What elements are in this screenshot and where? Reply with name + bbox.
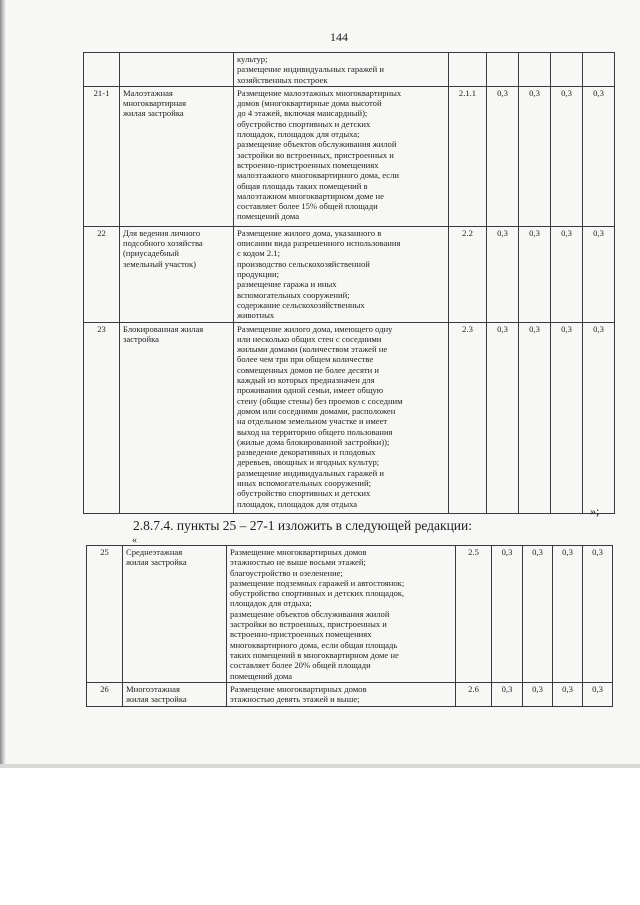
coefficient-value: 0,3 (583, 683, 613, 707)
coefficient-value: 0,3 (583, 226, 615, 322)
land-use-description: Размещение многоквартирных домов этажностью не выше восьми этажей; благоустройство и озеленение; размещение подземных гаражей и автостоянок; обустройство спортивных и детских площадок, площадок для отдыха; размещение объектов обслуживания жилой застройки во встроенных, пристроенных и встроенно-пристроенных помещениях многоквартирного дома, если общая площадь таких помещений в многоквартирном доме не составляет более 20% общей площади помещений дома (227, 546, 456, 683)
closing-quote: »; (590, 504, 600, 518)
opening-quote: « (132, 535, 137, 546)
coefficient-value: 0,3 (553, 546, 583, 683)
land-use-description: Размещение жилого дома, указанного в описании вида разрешенного использования с кодом 2.1; производство сельскохозяйственной продукции; размещение гаража и иных вспомогательных сооружений; содержание сельскохозяйственных животных (234, 226, 449, 322)
row-number: 26 (87, 683, 123, 707)
page-number: 144 (330, 30, 348, 44)
table-row (84, 226, 615, 322)
coefficient-value: 0,3 (523, 546, 553, 683)
land-use-name (120, 53, 234, 87)
table-row (87, 683, 613, 707)
land-use-description: Размещение малоэтажных многоквартирных домов (многоквартирные дома высотой до 4 этажей, включая мансардный); обустройство спортивных и детских площадок, площадок для отдыха; размещение объектов обслуживания жилой застройки во встроенных, пристроенных и встроенно-пристроенных помещениях малоэтажного многоквартирного дома, если общая площадь таких помещений в малоэтажном многоквартирном доме не составляет более 15% общей площади помещений дома (234, 86, 449, 226)
land-use-description: Размещение жилого дома, имеющего одну или несколько общих стен с соседними жилыми домами (количеством этажей не более чем три при общем количестве совмещенных домов не более десяти и каждый из которых предназначен для проживания одной семьи, имеет общую стену (общие стены) без проемов с соседним домом или соседними домами, расположен на отдельном земельном участке и имеет выход на территорию общего пользования (жилые дома блокированной застройки)); разведение декоративных и плодовых деревьев, овощных и ягодных культур; размещение индивидуальных гаражей и иных вспомогательных сооружений; обустройство спортивных и детских площадок, площадок для отдыха (234, 322, 449, 513)
land-use-table-continued (83, 52, 615, 514)
classifier-code: 2.5 (456, 546, 492, 683)
row-number: 22 (84, 226, 120, 322)
table-row (84, 86, 615, 226)
coefficient-value: 0,3 (492, 546, 523, 683)
coefficient-value (551, 53, 583, 87)
row-number: 21-1 (84, 86, 120, 226)
coefficient-value (487, 53, 519, 87)
coefficient-value: 0,3 (487, 86, 519, 226)
row-number (84, 53, 120, 87)
coefficient-value: 0,3 (551, 86, 583, 226)
coefficient-value: 0,3 (551, 226, 583, 322)
coefficient-value: 0,3 (487, 322, 519, 513)
coefficient-value: 0,3 (553, 683, 583, 707)
coefficient-value: 0,3 (523, 683, 553, 707)
classifier-code: 2.6 (456, 683, 492, 707)
classifier-code: 2.1.1 (449, 86, 487, 226)
row-number: 23 (84, 322, 120, 513)
coefficient-value: 0,3 (519, 86, 551, 226)
coefficient-value: 0,3 (583, 546, 613, 683)
table-row (84, 53, 615, 87)
classifier-code: 2.3 (449, 322, 487, 513)
scan-bottom-edge (0, 764, 640, 768)
coefficient-value: 0,3 (551, 322, 583, 513)
land-use-table-new-edition (86, 545, 613, 707)
coefficient-value: 0,3 (519, 322, 551, 513)
classifier-code: 2.2 (449, 226, 487, 322)
section-heading: 2.8.7.4. пункты 25 – 27-1 изложить в следующей редакции: (133, 518, 473, 533)
coefficient-value (519, 53, 551, 87)
scan-shadow-edge (0, 0, 6, 768)
coefficient-value: 0,3 (519, 226, 551, 322)
land-use-name: Среднеэтажная жилая застройка (123, 546, 227, 683)
coefficient-value: 0,3 (583, 322, 615, 513)
table-row (84, 322, 615, 513)
land-use-name: Блокированная жилая застройка (120, 322, 234, 513)
land-use-name: Многоэтажная жилая застройка (123, 683, 227, 707)
land-use-name: Малоэтажная многоквартирная жилая застройка (120, 86, 234, 226)
row-number: 25 (87, 546, 123, 683)
coefficient-value (583, 53, 615, 87)
coefficient-value: 0,3 (492, 683, 523, 707)
land-use-description: Размещение многоквартирных домов этажностью девять этажей и выше; (227, 683, 456, 707)
table-row (87, 546, 613, 683)
land-use-name: Для ведения личного подсобного хозяйства (приусадебный земельный участок) (120, 226, 234, 322)
classifier-code (449, 53, 487, 87)
land-use-description: культур; размещение индивидуальных гаражей и хозяйственных построек (234, 53, 449, 87)
coefficient-value: 0,3 (583, 86, 615, 226)
coefficient-value: 0,3 (487, 226, 519, 322)
